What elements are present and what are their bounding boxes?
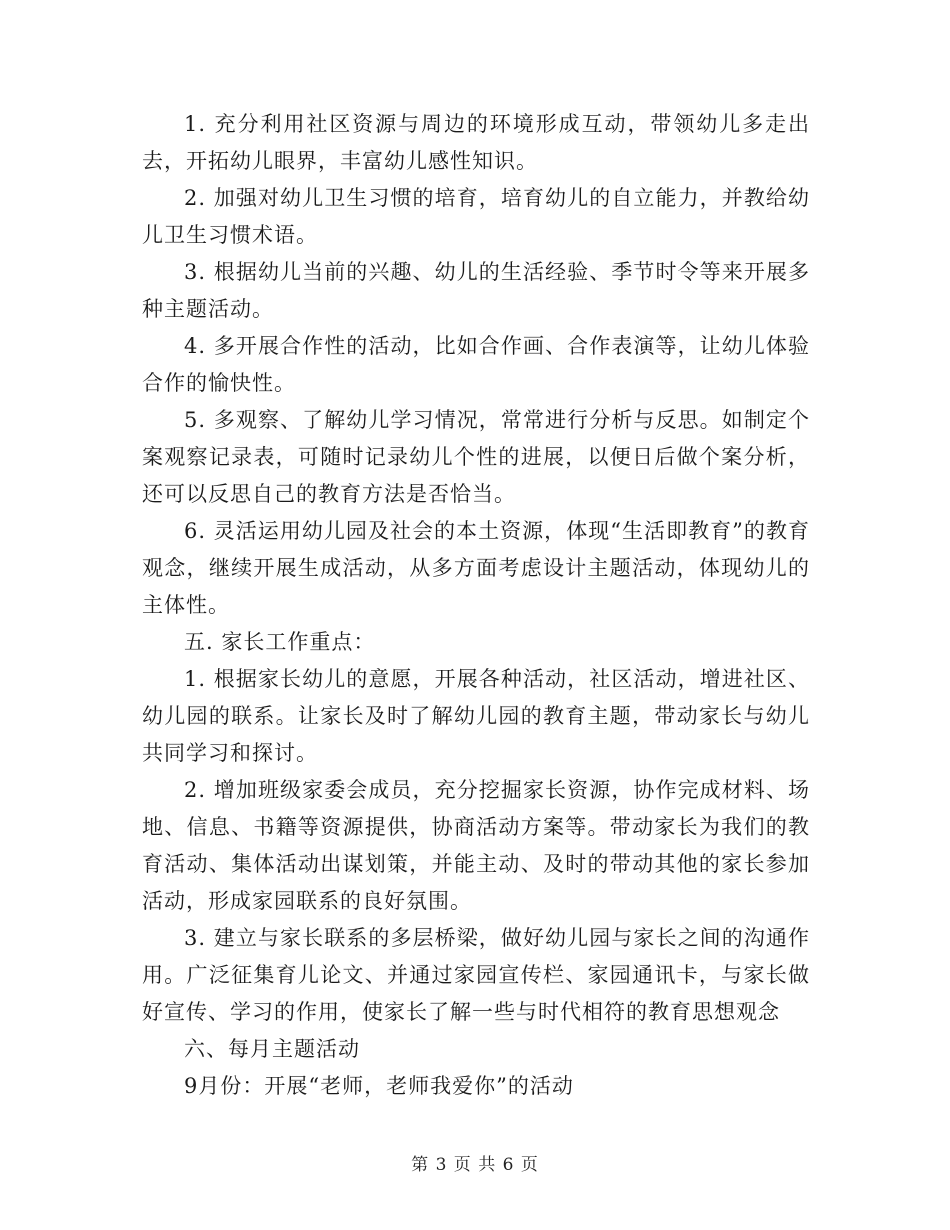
section-heading-parent-work: 五. 家长工作重点： [184, 630, 376, 654]
paragraph-parent-activities: 1. 根据家长幼儿的意愿，开展各种活动，社区活动，增进社区、幼儿园的联系。让家长及时了解幼儿园的教育主题，带动家长与幼儿共同学习和探讨。 [142, 667, 810, 765]
page-number-footer: 第 3 页 共 6 页 [411, 1155, 539, 1175]
paragraph-parent-committee: 2. 增加班级家委会成员，充分挖掘家长资源，协作完成材料、场地、信息、书籍等资源提供，协商活动方案等。带动家长为我们的教育活动、集体活动出谋划策，并能主动、及时的带动其他的家长参加活动，形成家园联系的良好氛围。 [142, 778, 810, 913]
paragraph-hygiene-habits: 2. 加强对幼儿卫生习惯的培育，培育幼儿的自立能力，并教给幼儿卫生习惯术语。 [142, 186, 810, 247]
paragraph-september-activity: 9月份：开展“老师，老师我爱你”的活动 [184, 1074, 574, 1098]
paragraph-cooperative-activities: 4. 多开展合作性的活动，比如合作画、合作表演等，让幼儿体验合作的愉快性。 [142, 334, 810, 395]
section-heading-monthly-themes: 六、每月主题活动 [184, 1037, 360, 1061]
paragraph-theme-activities: 3. 根据幼儿当前的兴趣、幼儿的生活经验、季节时令等来开展多种主题活动。 [142, 260, 810, 321]
document-body [142, 106, 810, 1105]
paragraph-community-resources: 1. 充分利用社区资源与周边的环境形成互动，带领幼儿多走出去，开拓幼儿眼界，丰富幼儿感性知识。 [142, 112, 810, 173]
paragraph-local-resources: 6. 灵活运用幼儿园及社会的本土资源，体现“生活即教育”的教育观念，继续开展生成活动，从多方面考虑设计主题活动，体现幼儿的主体性。 [142, 519, 810, 617]
paragraph-parent-communication: 3. 建立与家长联系的多层桥梁，做好幼儿园与家长之间的沟通作用。广泛征集育儿论文、并通过家园宣传栏、家园通讯卡，与家长做好宣传、学习的作用，使家长了解一些与时代相符的教育思想观念 [142, 926, 810, 1024]
paragraph-observation: 5. 多观察、了解幼儿学习情况，常常进行分析与反思。如制定个案观察记录表，可随时记录幼儿个性的进展，以便日后做个案分析，还可以反思自己的教育方法是否恰当。 [142, 408, 810, 506]
